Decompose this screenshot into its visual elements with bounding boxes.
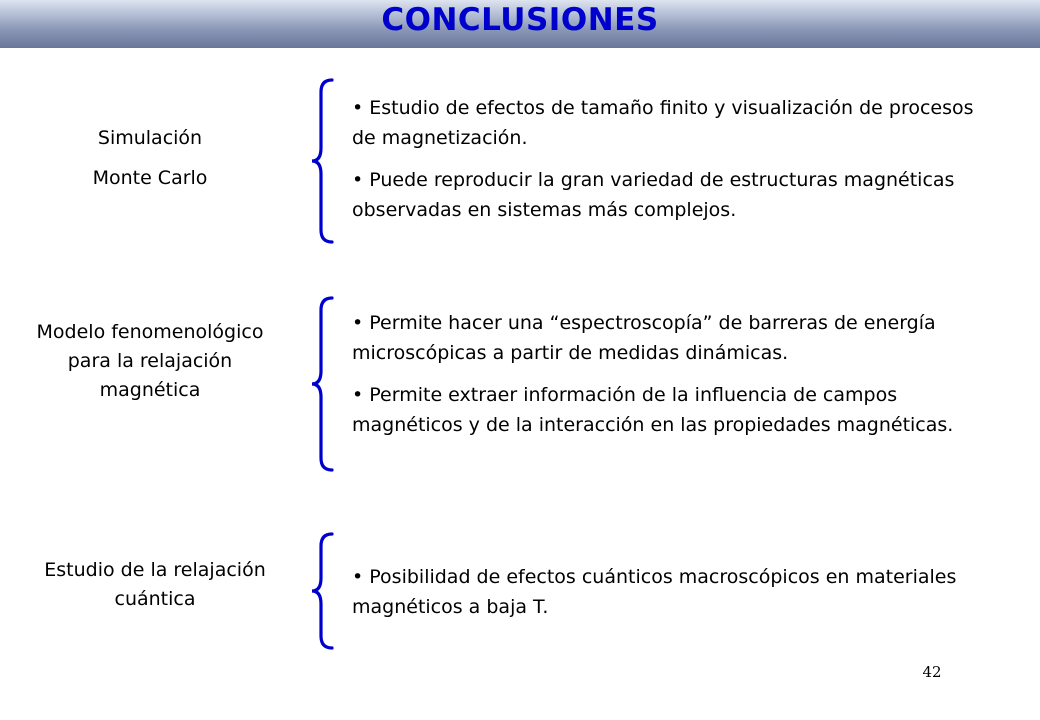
bullet-list-modelo bbox=[352, 308, 992, 440]
page-number: 42 bbox=[922, 663, 942, 681]
bullet-list-montecarlo bbox=[352, 93, 992, 225]
bullet-text: Permite hacer una “espectroscopía” de barreras de energía microscópicas a partir de medidas dinámicas. bbox=[352, 312, 936, 364]
section-label-line: Modelo fenomenológico bbox=[36, 321, 264, 343]
section-label-modelo bbox=[10, 318, 290, 405]
bullet-icon: • bbox=[352, 97, 364, 119]
bullet-icon: • bbox=[352, 566, 364, 588]
brace-icon bbox=[310, 78, 336, 244]
section-label-montecarlo bbox=[40, 118, 260, 198]
list-item bbox=[352, 93, 992, 153]
list-item bbox=[352, 308, 992, 368]
section-label-cuantica bbox=[10, 556, 300, 614]
page-title: CONCLUSIONES bbox=[381, 2, 659, 38]
section-label-line: magnética bbox=[99, 379, 201, 401]
brace-icon bbox=[310, 532, 336, 650]
section-label-line: para la relajación bbox=[67, 350, 233, 372]
list-item bbox=[352, 562, 992, 622]
bullet-text: Estudio de efectos de tamaño finito y visualización de procesos de magnetización. bbox=[352, 97, 974, 149]
bullet-icon: • bbox=[352, 312, 364, 334]
section-label-line: cuántica bbox=[114, 588, 196, 610]
section-label-line: Simulación bbox=[97, 127, 203, 149]
list-item bbox=[352, 165, 992, 225]
brace-icon bbox=[310, 296, 336, 472]
bullet-icon: • bbox=[352, 169, 364, 191]
bullet-icon: • bbox=[352, 384, 364, 406]
bullet-list-cuantica bbox=[352, 562, 992, 622]
bullet-text: Puede reproducir la gran variedad de estructuras magnéticas observadas en sistemas más complejos. bbox=[352, 169, 955, 221]
bullet-text: Permite extraer información de la influencia de campos magnéticos y de la interacción en las propiedades magnéticas. bbox=[352, 384, 954, 436]
bullet-text: Posibilidad de efectos cuánticos macroscópicos en materiales magnéticos a baja T. bbox=[352, 566, 957, 618]
section-label-line: Estudio de la relajación bbox=[44, 559, 266, 581]
section-label-line: Monte Carlo bbox=[92, 167, 208, 189]
list-item bbox=[352, 380, 992, 440]
